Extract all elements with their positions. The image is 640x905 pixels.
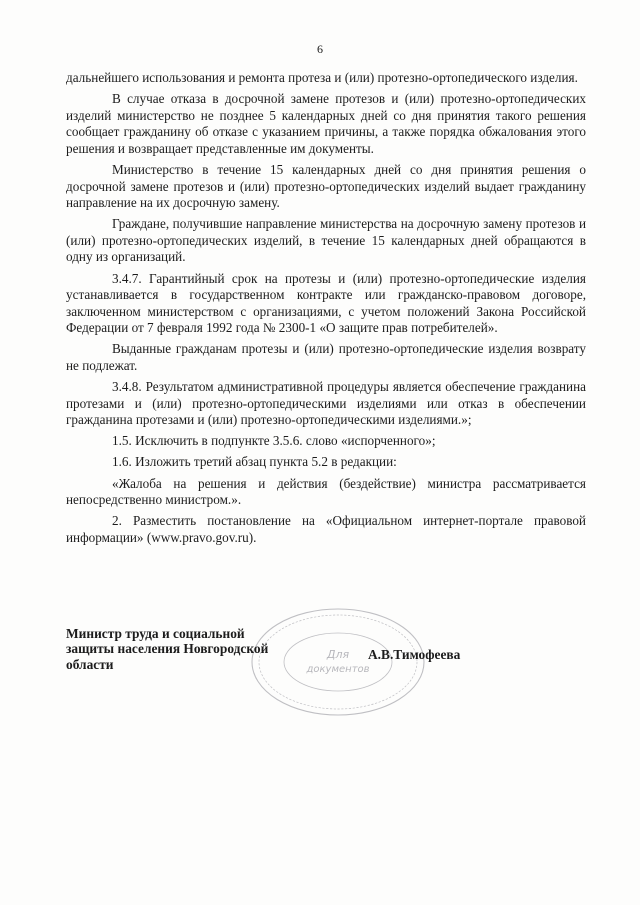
paragraph: Министерство в течение 15 календарных дней со дня принятия решения о досрочной замене протезов и (или) протезно-ортопедических изделий выдает гражданину направление на их досрочную замену. (66, 161, 586, 211)
paragraph: дальнейшего использования и ремонта протеза и (или) протезно-ортопедического изделия. (66, 70, 578, 85)
paragraph: Граждане, получившие направление министерства на досрочную замену протезов и (или) протезно-ортопедических изделий, в течение 15 календарных дней обращаются в одну из организаций. (66, 216, 586, 265)
stamp-text: Для (326, 648, 350, 661)
paragraph: 1.6. Изложить третий абзац пункта 5.2 в редакции: (112, 454, 397, 470)
signatory-name: А.В.Тимофеева (368, 647, 461, 662)
signature-block (66, 626, 586, 736)
paragraph: «Жалоба на решения и действия (бездействие) министра рассматривается непосредственно министром.». (66, 475, 586, 508)
document-body (66, 70, 586, 551)
paragraph: 3.4.8. Результатом административной процедуры является обеспечение гражданина протезами и (или) протезно-ортопедическими изделиями или отказ в обеспечении гражданина протезами и (или) протезно-ортопедическими изделиями.»; (66, 379, 586, 428)
paragraph: В случае отказа в досрочной замене протезов и (или) протезно-ортопедических изделий министерство не позднее 5 календарных дней со дня принятия такого решения сообщает гражданину об отказе с указанием причины, а также порядка обжалования этого решения и возвращает представленные им документы. (66, 91, 586, 156)
paragraph: 2. Разместить постановление на «Официальном интернет-портале правовой информации» (www.pravo.gov.ru). (66, 513, 586, 545)
paragraph: 1.5. Исключить в подпункте 3.5.6. слово «испорченного»; (112, 433, 436, 449)
page-number: 6 (317, 42, 323, 56)
stamp-text: документов (306, 664, 370, 675)
paragraph: 3.4.7. Гарантийный срок на протезы и (или) протезно-ортопедические изделия устанавливается в государственном контракте или гражданско-правовом договоре, заключенном министерством с организациями, с учетом положений Закона Российской Федерации от 7 февраля 1992 года № 2300-1 «О защите прав потребителей». (66, 270, 586, 336)
paragraph: Выданные гражданам протезы и (или) протезно-ортопедические изделия возврату не подлежат. (66, 341, 586, 373)
signatory-title: Министр труда и социальной защиты населения Новгородской области (66, 626, 269, 672)
